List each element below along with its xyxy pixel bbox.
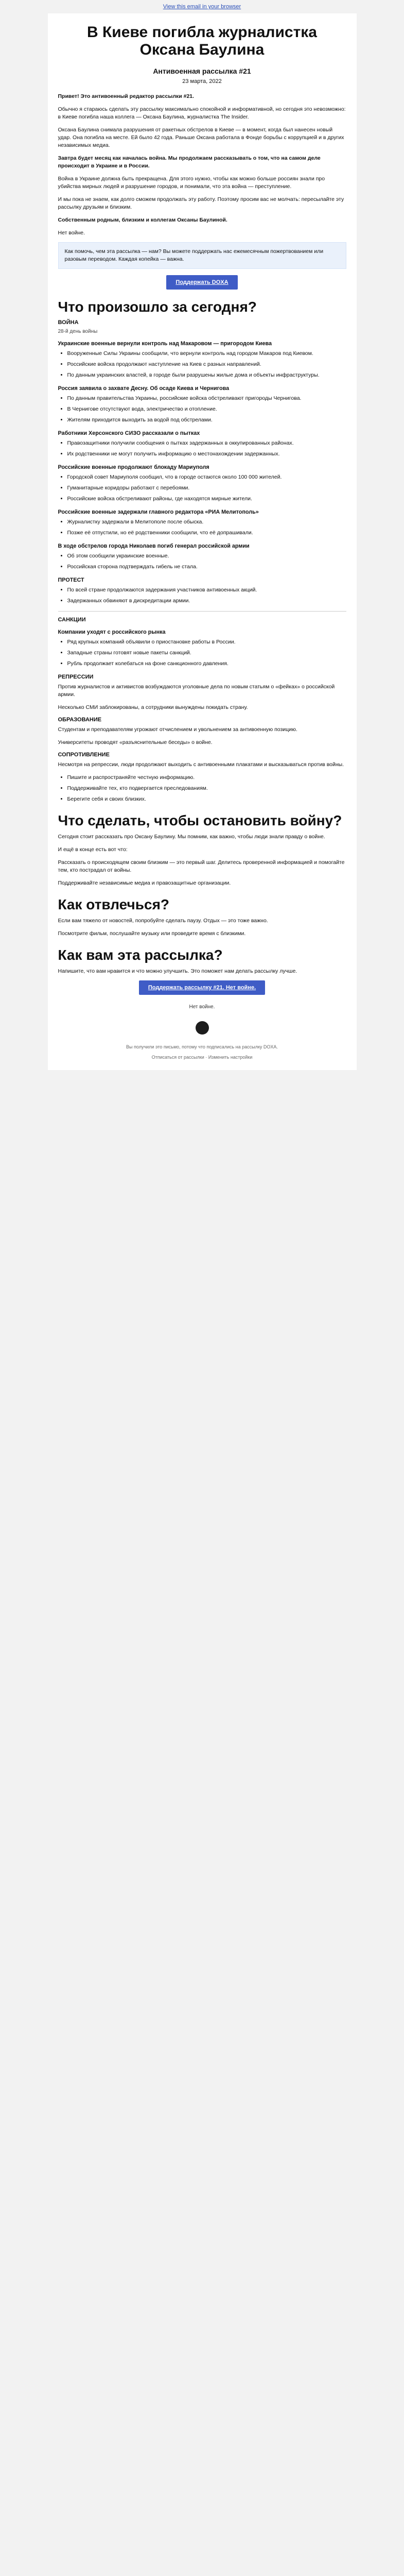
- war-item: [58, 464, 346, 503]
- war-item: [58, 385, 346, 424]
- section-label-repressions: РЕПРЕССИИ: [58, 674, 94, 680]
- war-item-bullets: [58, 552, 346, 571]
- war-item-heading: Российские военные задержали главного редактора «РИА Мелитополь»: [58, 509, 259, 515]
- resistance-bullet: • Пишите и распространяйте честную информацию.: [67, 774, 346, 782]
- war-item-bullets: [58, 518, 346, 537]
- war-item-heading: В ходе обстрелов города Николаев погиб генерал российской армии: [58, 543, 250, 549]
- war-item-bullet: • Российские войска продолжают наступление на Киев с разных направлений.: [67, 361, 346, 368]
- what-to-do-paragraph-3: Рассказать о происходящем своим близким — это первый шаг. Делитесь проверенной информацией и помогайте тем, кто пострадал от войны.: [58, 859, 345, 873]
- footer-small-2[interactable]: Отписаться от рассылки · Изменить настройки: [151, 1055, 253, 1060]
- sanctions-bullet: • Рубль продолжает колебаться на фоне санкционного давления.: [67, 660, 346, 668]
- section-heading-feedback: Как вам эта рассылка?: [58, 947, 223, 963]
- sanctions-bullet: • Западные страны готовят новые пакеты санкций.: [67, 649, 346, 657]
- feedback-button[interactable]: Поддержать рассылку #21. Нет войне.: [139, 980, 265, 995]
- war-item-heading: ПРОТЕСТ: [58, 577, 84, 583]
- war-item-bullet: • Гуманитарные коридоры работают с перебоями.: [67, 484, 346, 492]
- what-to-do-paragraph-4: Поддерживайте независимые медиа и правозащитные организации.: [58, 880, 231, 886]
- war-item-bullet: • По данным украинских властей, в городе были разрушены жилые дома и объекты инфраструктуры.: [67, 371, 346, 379]
- war-item-bullets: [58, 439, 346, 458]
- education-paragraph-1: Студентам и преподавателям угрожают отчислением и увольнением за антивоенную позицию.: [58, 726, 297, 733]
- what-to-do-paragraph-2: И ещё в конце есть вот что:: [58, 846, 128, 853]
- sanctions-bullets: [58, 638, 346, 668]
- top-bar: [0, 0, 404, 13]
- distract-paragraph-1: Если вам тяжело от новостей, попробуйте сделать паузу. Отдых — это тоже важно.: [58, 918, 268, 924]
- war-item-heading: Россия заявила о захвате Десну. Об осаде Киева и Чернигова: [58, 385, 230, 392]
- newsletter-title: В Киеве погибла журналистка Оксана Баулина: [86, 24, 317, 58]
- support-promo-text: Как помочь, чем эта рассылка — нам? Вы можете поддержать нас ежемесячным пожертвованием или разовым переводом. Каждая копейка — важна.: [64, 248, 324, 262]
- war-item-heading: Российские военные продолжают блокаду Мариуполя: [58, 464, 209, 470]
- war-item-bullet: • Российская сторона подтверждать гибель не стала.: [67, 563, 346, 571]
- repressions-paragraph-1: Против журналистов и активистов возбуждаются уголовные дела по новым статьям о «фейках» о российской армии.: [58, 684, 335, 698]
- newsletter-date: 23 марта, 2022: [182, 78, 222, 84]
- war-item-bullet: • Российские войска обстреливают районы, где находятся мирные жители.: [67, 495, 346, 503]
- war-day-meta: 28-й день войны: [58, 329, 98, 334]
- section-label-education: ОБРАЗОВАНИЕ: [58, 717, 102, 723]
- feedback-paragraph: Напишите, что вам нравится и что можно улучшить. Это поможет нам делать рассылку лучше.: [58, 968, 297, 974]
- war-item-bullet: • Городской совет Мариуполя сообщил, что в городе остаются около 100 000 жителей.: [67, 473, 346, 481]
- war-item-bullet: • Позже её отпустили, но её родственники сообщили, что её допрашивали.: [67, 529, 346, 537]
- intro-paragraph-2: Оксана Баулина снимала разрушения от ракетных обстрелов в Киеве — в момент, когда был нанесен новый удар. Она погибла на месте. Ей было 42 года. Раньше Оксана работала в Фонде борьбы с коррупцией и в других независимых медиа.: [58, 127, 344, 148]
- resistance-paragraph: Несмотря на репрессии, люди продолжают выходить с антивоенными плакатами и высказываться против войны.: [58, 761, 344, 768]
- resistance-bullets: [58, 774, 346, 803]
- support-button-wrap: [58, 275, 346, 290]
- sanctions-heading: Компании уходят с российского рынка: [58, 629, 166, 635]
- footer-small-1: Вы получили это письмо, потому что подписались на рассылку DOXA.: [126, 1044, 278, 1049]
- feedback-button-wrap: [58, 980, 346, 995]
- what-to-do-paragraph-1: Сегодня стоит рассказать про Оксану Баулину. Мы помним, как важно, чтобы люди знали правду о войне.: [58, 834, 325, 840]
- intro-paragraph-3: Завтра будет месяц как началась война. Мы продолжаем рассказывать о том, что на самом деле происходит в Украине и в России.: [58, 155, 321, 169]
- intro-paragraph-4: Война в Украине должна быть прекращена. Для этого нужно, чтобы как можно больше россиян знали про убийства мирных людей и разрушение городов, и понимали, что эта война — преступление.: [58, 176, 325, 190]
- education-paragraph-2: Университеты проводят «разъяснительные беседы» о войне.: [58, 739, 213, 745]
- intro-paragraph-6: Собственным родным, близким и коллегам Оксаны Баулиной.: [58, 217, 227, 223]
- footer-logo-wrap: [58, 1017, 346, 1039]
- section-heading-what-to-do: Что сделать, чтобы остановить войну?: [58, 812, 342, 828]
- newsletter-sheet: [48, 13, 357, 1070]
- intro-greeting: Привет! Это антивоенный редактор рассылки #21.: [58, 93, 195, 99]
- war-item-bullet: • Журналистку задержали в Мелитополе после обыска.: [67, 518, 346, 526]
- war-item: [58, 577, 346, 605]
- section-heading-distract: Как отвлечься?: [58, 896, 170, 912]
- distract-paragraph-2: Посмотрите фильм, послушайте музыку или проведите время с близкими.: [58, 930, 246, 937]
- war-item-bullets: [58, 350, 346, 379]
- war-item: [58, 341, 346, 379]
- view-in-browser-link[interactable]: View this email in your browser: [163, 4, 241, 10]
- sanctions-bullet: • Ряд крупных компаний объявили о приостановке работы в России.: [67, 638, 346, 646]
- section-label-sanctions: САНКЦИИ: [58, 617, 86, 623]
- support-promo: [58, 242, 346, 269]
- war-item-bullet: • Задержанных обвиняют в дискредитации армии.: [67, 597, 346, 605]
- war-item-bullet: • Вооруженные Силы Украины сообщили, что вернули контроль над городом Макаров под Киевом.: [67, 350, 346, 358]
- doxa-logo-icon: [196, 1021, 209, 1035]
- section-heading-today: Что произошло за сегодня?: [58, 299, 257, 315]
- war-item-bullet: • По данным правительства Украины, российские войска обстреливают пригороды Чернигова.: [67, 395, 346, 402]
- resistance-bullet: • Берегите себя и своих близких.: [67, 795, 346, 803]
- war-items: [58, 341, 346, 605]
- war-item-bullet: • По всей стране продолжаются задержания участников антивоенных акций.: [67, 586, 346, 594]
- war-item-heading: Украинские военные вернули контроль над Макаровом — пригородом Киева: [58, 341, 272, 347]
- resistance-bullet: • Поддерживайте тех, кто подвергается преследованиям.: [67, 785, 346, 792]
- section-label-resistance: СОПРОТИВЛЕНИЕ: [58, 752, 110, 758]
- war-item: [58, 430, 346, 458]
- support-button[interactable]: Поддержать DOXA: [166, 275, 237, 290]
- newsletter-subtitle: Антивоенная рассылка #21: [153, 67, 251, 75]
- intro-paragraph-5: И мы пока не знаем, как долго сможем продолжать эту работу. Поэтому просим вас не молчать: пересылайте эту рассылку друзьям и близким.: [58, 196, 344, 210]
- section-label-war: ВОЙНА: [58, 319, 79, 326]
- war-item-bullet: • Их родственники не могут получить информацию о местонахождении задержанных.: [67, 450, 346, 458]
- divider: [58, 611, 346, 612]
- repressions-paragraph-2: Несколько СМИ заблокированы, а сотрудники вынуждены покидать страну.: [58, 704, 248, 710]
- war-item-bullet: • В Чернигове отсутствуют вода, электричество и отопление.: [67, 405, 346, 413]
- intro-signoff: Нет войне.: [58, 230, 85, 236]
- war-item-bullet: • Правозащитники получили сообщения о пытках задержанных в оккупированных районах.: [67, 439, 346, 447]
- war-item: [58, 543, 346, 571]
- war-item-bullets: [58, 473, 346, 503]
- war-item: [58, 509, 346, 537]
- war-item-bullets: [58, 586, 346, 605]
- war-item-bullets: [58, 395, 346, 424]
- war-item-heading: Работники Херсонского СИЗО рассказали о пытках: [58, 430, 200, 436]
- war-item-bullet: • Жителям приходится выходить за водой под обстрелами.: [67, 416, 346, 424]
- war-item-bullet: • Об этом сообщили украинские военные.: [67, 552, 346, 560]
- intro-paragraph-1: Обычно я стараюсь сделать эту рассылку максимально спокойной и информативной, но сегодня это невозможно: в Киеве погибла наша коллега — Оксана Баулина, журналистка The Insider.: [58, 106, 346, 120]
- footer-note: Нет войне.: [189, 1004, 215, 1010]
